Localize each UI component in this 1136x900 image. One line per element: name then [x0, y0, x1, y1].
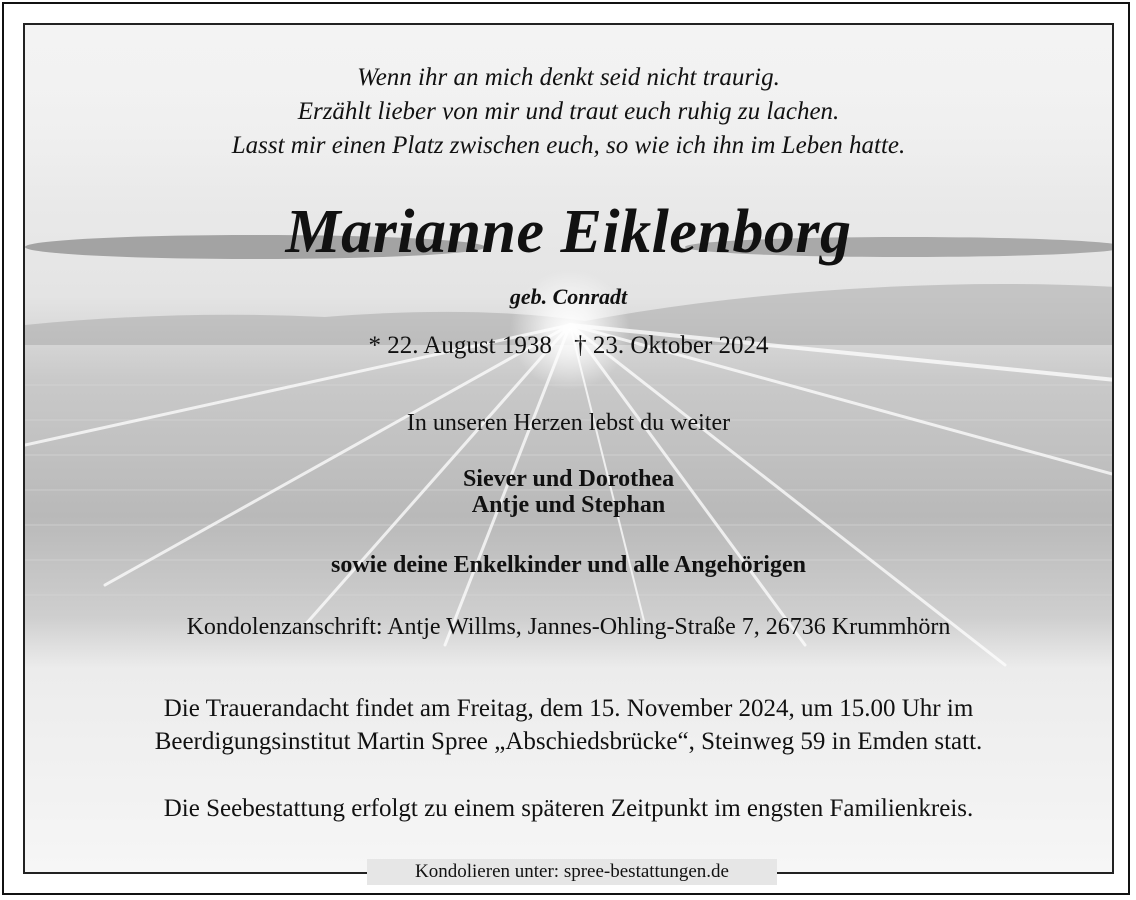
condolence-address: Kondolenzanschrift: Antje Willms, Jannes-Ohling-Straße 7, 26736 Krummhörn	[186, 614, 951, 640]
obituary-frame	[23, 23, 1114, 874]
family-names	[25, 466, 1112, 518]
service-line: Beerdigungsinstitut Martin Spree „Abschiedsbrücke“, Steinweg 59 in Emden statt.	[154, 728, 983, 755]
service-announcement	[25, 692, 1112, 758]
deceased-name: Marianne Eiklenborg	[285, 198, 852, 266]
family-line: Antje und Stephan	[471, 492, 666, 518]
poem-line: Wenn ihr an mich denkt seid nicht traurig.	[357, 64, 780, 91]
life-dates	[25, 330, 1112, 362]
family-line: Siever und Dorothea	[462, 466, 675, 492]
poem-line: Erzählt lieber von mir und traut euch ruhig zu lachen.	[297, 98, 840, 125]
remembrance-line: In unseren Herzen lebst du weiter	[406, 410, 731, 436]
memorial-poem	[25, 61, 1112, 163]
maiden-name: geb. Conradt	[509, 284, 628, 309]
poem-line: Lasst mir einen Platz zwischen euch, so wie ich ihn im Leben hatte.	[231, 132, 906, 159]
relatives-line: sowie deine Enkelkinder und alle Angehörigen	[331, 552, 806, 578]
birth-date: * 22. August 1938	[368, 332, 552, 359]
condolence-website-footer: Kondolieren unter: spree-bestattungen.de	[367, 859, 777, 885]
burial-note: Die Seebestattung erfolgt zu einem späteren Zeitpunkt im engsten Familienkreis.	[163, 795, 974, 822]
death-date: † 23. Oktober 2024	[574, 332, 769, 359]
service-line: Die Trauerandacht findet am Freitag, dem 15. November 2024, um 15.00 Uhr im	[163, 695, 974, 722]
